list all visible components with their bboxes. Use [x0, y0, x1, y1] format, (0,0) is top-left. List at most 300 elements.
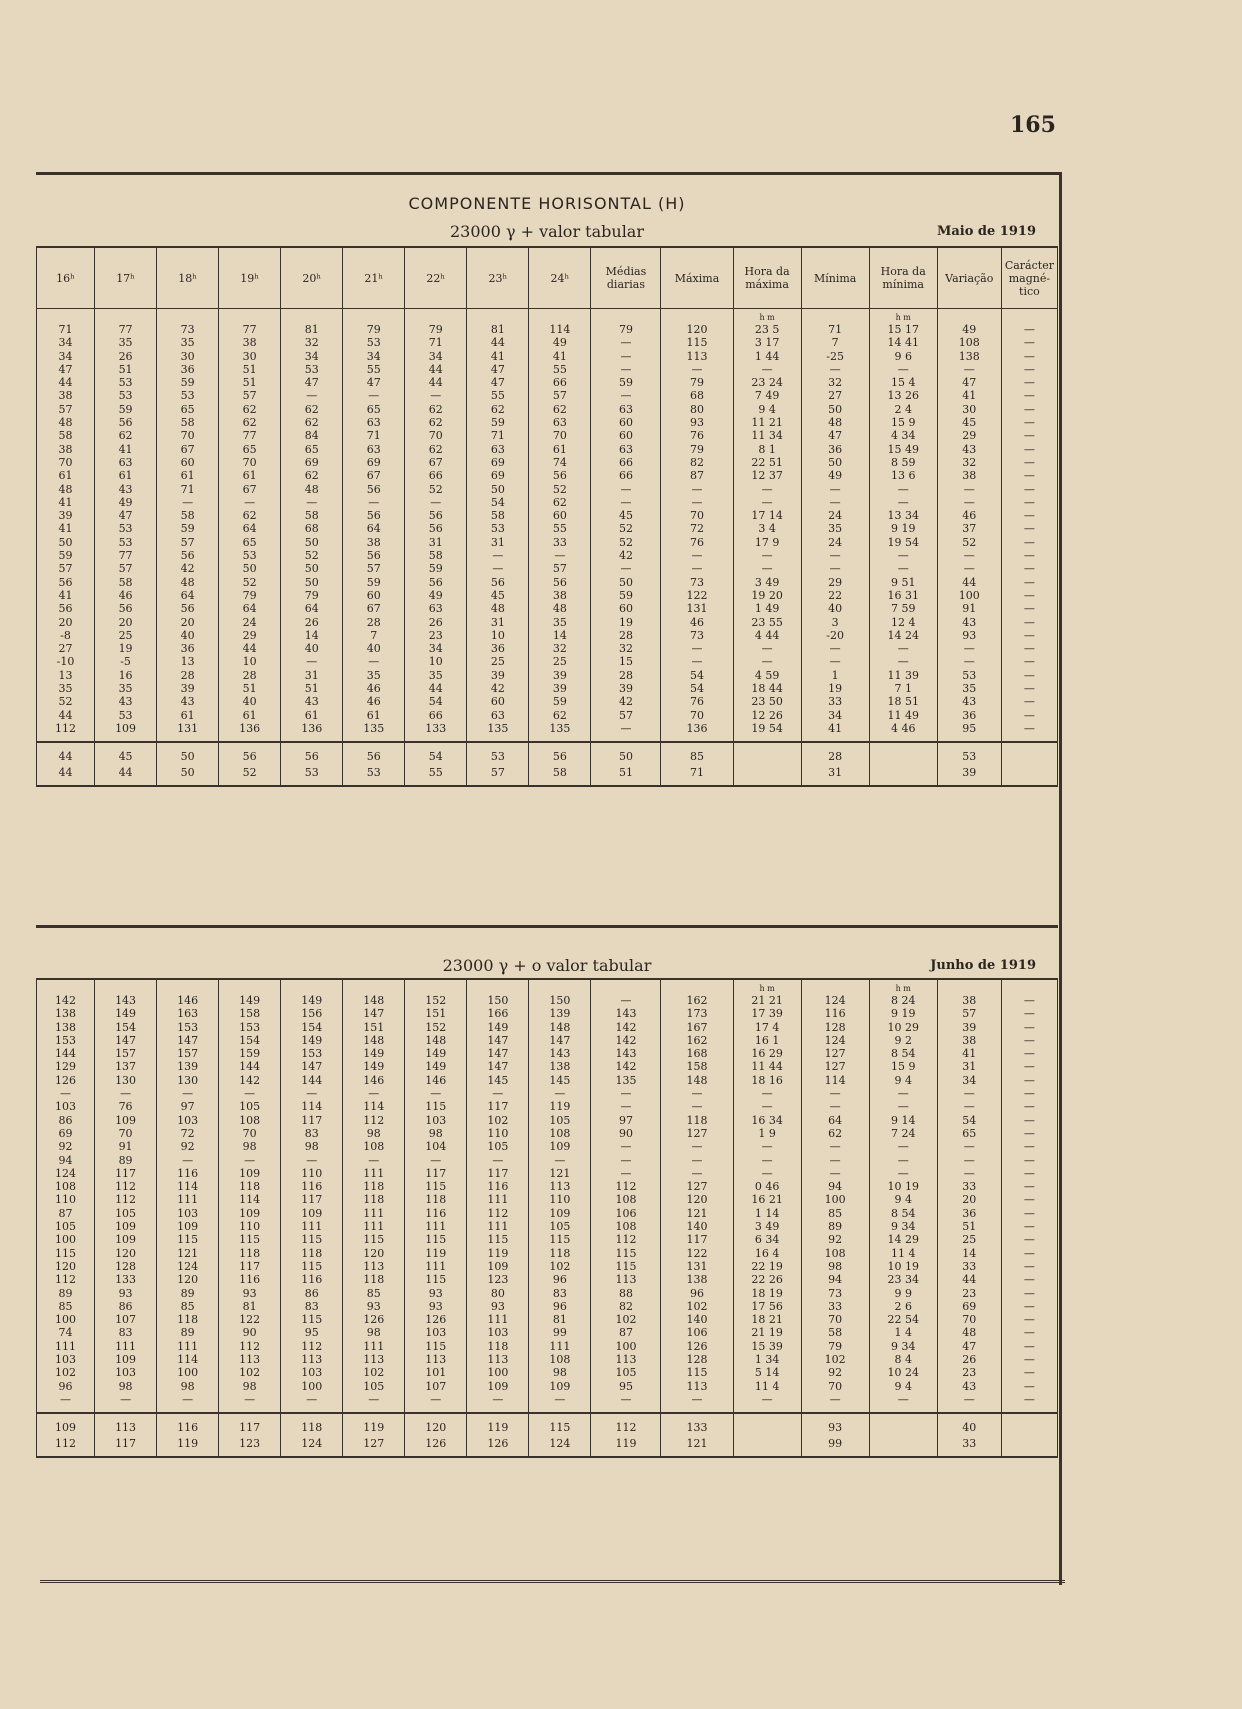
table-cell: —: [343, 389, 405, 402]
table-cell: 63: [467, 443, 529, 456]
table-cell: 80: [467, 1287, 529, 1300]
table-cell: 15 39: [733, 1340, 801, 1353]
table-cell: 73: [801, 1287, 869, 1300]
table-cell: 34: [37, 336, 95, 349]
table-month: Junho de 1919: [930, 958, 1036, 973]
table-cell: 69: [467, 456, 529, 469]
table-cell: —: [1001, 1021, 1057, 1034]
table-cell: 140: [661, 1220, 733, 1233]
table-cell: —: [733, 1167, 801, 1180]
table-cell: 50: [37, 536, 95, 549]
table-cell: 16 21: [733, 1193, 801, 1206]
table-cell: —: [591, 363, 661, 376]
table-cell: 38: [937, 1034, 1001, 1047]
table-cell: 85: [157, 1300, 219, 1313]
table-cell: 41: [467, 350, 529, 363]
table-cell: 42: [467, 682, 529, 695]
table-cell: 106: [591, 1207, 661, 1220]
table-cell: 58: [281, 509, 343, 522]
table-cell: 47: [467, 376, 529, 389]
table-cell: 11 49: [869, 709, 937, 722]
average-cell: 116: [157, 1413, 219, 1436]
table-cell: —: [405, 389, 467, 402]
table-cell: 111: [467, 1220, 529, 1233]
table-cell: 79: [661, 376, 733, 389]
table-cell: 36: [937, 709, 1001, 722]
table-cell: 11 4: [869, 1247, 937, 1260]
average-cell: 51: [591, 765, 661, 786]
table-cell: 66: [591, 469, 661, 482]
table-cell: 44: [219, 642, 281, 655]
table-cell: 33: [937, 1180, 1001, 1193]
table-cell: 113: [281, 1353, 343, 1366]
unit-cell: [405, 979, 467, 994]
table-cell: —: [801, 655, 869, 668]
table-cell: 12 26: [733, 709, 801, 722]
table-cell: 66: [405, 709, 467, 722]
table-cell: 129: [37, 1060, 95, 1073]
table-cell: —: [1001, 1087, 1057, 1100]
table-cell: 52: [219, 576, 281, 589]
table-cell: 1 4: [869, 1326, 937, 1339]
table-cell: —: [1001, 403, 1057, 416]
table-cell: 39: [157, 682, 219, 695]
table-cell: 126: [661, 1340, 733, 1353]
table-cell: —: [343, 1393, 405, 1413]
table-cell: —: [591, 1087, 661, 1100]
column-header: 19ʰ: [219, 247, 281, 309]
table-cell: 24: [801, 536, 869, 549]
table-cell: 89: [95, 1154, 157, 1167]
table-row: [37, 1060, 1058, 1073]
table-cell: 149: [219, 994, 281, 1007]
average-cell: [733, 1436, 801, 1457]
table-cell: 116: [405, 1207, 467, 1220]
table-cell: —: [661, 496, 733, 509]
table-cell: 113: [661, 1380, 733, 1393]
average-cell: [733, 765, 801, 786]
table-cell: 50: [219, 562, 281, 575]
table-cell: 96: [37, 1380, 95, 1393]
table-subtitle: 23000 γ + o valor tabular: [442, 956, 652, 975]
table-cell: 92: [157, 1140, 219, 1153]
table-cell: —: [1001, 1260, 1057, 1273]
table-cell: 50: [801, 456, 869, 469]
table-cell: 38: [219, 336, 281, 349]
table-cell: —: [281, 389, 343, 402]
table-cell: 127: [661, 1180, 733, 1193]
table-cell: 149: [405, 1047, 467, 1060]
average-cell: 50: [157, 742, 219, 765]
table-cell: 71: [37, 323, 95, 336]
table-cell: 44: [37, 376, 95, 389]
table-cell: -25: [801, 350, 869, 363]
table-cell: 130: [95, 1074, 157, 1087]
table-cell: —: [1001, 1366, 1057, 1379]
table-cell: 9 34: [869, 1220, 937, 1233]
table-cell: 11 4: [733, 1380, 801, 1393]
table-cell: 115: [405, 1180, 467, 1193]
table-cell: 39: [467, 669, 529, 682]
table-cell: 105: [467, 1140, 529, 1153]
average-row: [37, 765, 1058, 786]
table-cell: 105: [219, 1100, 281, 1113]
table-cell: —: [869, 642, 937, 655]
table-cell: —: [1001, 1074, 1057, 1087]
table-cell: 14: [937, 1247, 1001, 1260]
table-cell: 59: [591, 376, 661, 389]
table-cell: 131: [157, 722, 219, 742]
table-cell: 89: [801, 1220, 869, 1233]
table-cell: 67: [405, 456, 467, 469]
table-cell: 115: [405, 1273, 467, 1286]
table-cell: 55: [467, 389, 529, 402]
table-cell: 39: [937, 1021, 1001, 1034]
table-row: [37, 429, 1058, 442]
table-cell: —: [937, 363, 1001, 376]
table-cell: 8 1: [733, 443, 801, 456]
table-cell: 13 26: [869, 389, 937, 402]
average-cell: 93: [801, 1413, 869, 1436]
table-cell: 18 16: [733, 1074, 801, 1087]
table-row: [37, 1313, 1058, 1326]
unit-cell: [37, 979, 95, 994]
table-cell: 154: [219, 1034, 281, 1047]
table-cell: —: [733, 1087, 801, 1100]
table-cell: 107: [405, 1380, 467, 1393]
table-cell: 64: [219, 602, 281, 615]
table-cell: 98: [343, 1127, 405, 1140]
table-cell: 61: [529, 443, 591, 456]
table-cell: 112: [219, 1340, 281, 1353]
table-cell: —: [801, 1393, 869, 1413]
table-cell: 19 20: [733, 589, 801, 602]
table-cell: 60: [591, 416, 661, 429]
table-cell: —: [529, 1393, 591, 1413]
table-cell: 31: [467, 616, 529, 629]
table-cell: 66: [529, 376, 591, 389]
table-cell: 76: [661, 429, 733, 442]
table-cell: 45: [467, 589, 529, 602]
table-cell: 94: [801, 1180, 869, 1193]
table-cell: 46: [937, 509, 1001, 522]
table-cell: 63: [95, 456, 157, 469]
table-cell: 47: [937, 376, 1001, 389]
table-row: [37, 1380, 1058, 1393]
table-cell: 46: [343, 695, 405, 708]
table-cell: 105: [343, 1380, 405, 1393]
table-cell: 34: [281, 350, 343, 363]
table-cell: 57: [591, 709, 661, 722]
table-cell: 53: [343, 336, 405, 349]
average-cell: 124: [281, 1436, 343, 1457]
table-cell: 149: [95, 1007, 157, 1020]
table-cell: —: [733, 363, 801, 376]
table-cell: 79: [801, 1340, 869, 1353]
table-cell: 70: [801, 1313, 869, 1326]
average-cell: 126: [405, 1436, 467, 1457]
table-cell: 108: [37, 1180, 95, 1193]
table-cell: 57: [529, 562, 591, 575]
table-cell: 70: [157, 429, 219, 442]
table-cell: —: [467, 562, 529, 575]
table-cell: 23: [937, 1287, 1001, 1300]
table-cell: 32: [937, 456, 1001, 469]
table-cell: 74: [37, 1326, 95, 1339]
table-cell: 114: [219, 1193, 281, 1206]
table-cell: 38: [343, 536, 405, 549]
table-cell: 119: [467, 1247, 529, 1260]
table-cell: 11 44: [733, 1060, 801, 1073]
table-cell: —: [1001, 522, 1057, 535]
table-cell: 6 34: [733, 1233, 801, 1246]
table-may: [36, 192, 1058, 787]
table-cell: 58: [405, 549, 467, 562]
table-cell: 100: [801, 1193, 869, 1206]
table-cell: 1: [801, 669, 869, 682]
table-cell: 72: [661, 522, 733, 535]
table-cell: 114: [157, 1180, 219, 1193]
table-cell: 53: [937, 669, 1001, 682]
unit-cell: h m: [869, 309, 937, 324]
table-cell: 79: [661, 443, 733, 456]
table-cell: 91: [95, 1140, 157, 1153]
table-cell: 113: [405, 1353, 467, 1366]
table-cell: 126: [405, 1313, 467, 1326]
table-cell: 45: [591, 509, 661, 522]
average-cell: 99: [801, 1436, 869, 1457]
table-cell: 8 54: [869, 1207, 937, 1220]
table-cell: 63: [529, 416, 591, 429]
table-cell: —: [1001, 1326, 1057, 1339]
table-cell: 23: [405, 629, 467, 642]
table-cell: 12 37: [733, 469, 801, 482]
table-row: [37, 655, 1058, 668]
table-cell: 149: [343, 1047, 405, 1060]
table-cell: —: [405, 496, 467, 509]
table-cell: 59: [467, 416, 529, 429]
table-cell: 114: [343, 1100, 405, 1113]
table-cell: —: [1001, 576, 1057, 589]
table-cell: 70: [405, 429, 467, 442]
table-cell: 73: [661, 629, 733, 642]
table-cell: 109: [157, 1220, 219, 1233]
table-cell: 0 46: [733, 1180, 801, 1193]
table-cell: 32: [281, 336, 343, 349]
table-cell: 112: [95, 1180, 157, 1193]
table-cell: 42: [157, 562, 219, 575]
table-cell: 102: [343, 1366, 405, 1379]
unit-cell: [405, 309, 467, 324]
table-row: [37, 602, 1058, 615]
table-cell: 98: [281, 1140, 343, 1153]
average-cell: 118: [281, 1413, 343, 1436]
table-cell: 149: [343, 1060, 405, 1073]
table-cell: 35: [529, 616, 591, 629]
table-cell: 113: [529, 1180, 591, 1193]
table-cell: 56: [467, 576, 529, 589]
table-row: [37, 1193, 1058, 1206]
table-cell: 57: [95, 562, 157, 575]
average-cell: 28: [801, 742, 869, 765]
table-cell: —: [937, 1393, 1001, 1413]
table-cell: 99: [529, 1326, 591, 1339]
table-cell: —: [405, 1087, 467, 1100]
table-cell: 15 49: [869, 443, 937, 456]
table-cell: 51: [219, 363, 281, 376]
table-row: [37, 722, 1058, 742]
table-row: [37, 1074, 1058, 1087]
table-cell: 120: [661, 323, 733, 336]
table-cell: 39: [529, 682, 591, 695]
table-cell: 154: [95, 1021, 157, 1034]
table-cell: 53: [95, 522, 157, 535]
table-cell: —: [343, 496, 405, 509]
table-cell: —: [157, 1393, 219, 1413]
table-cell: 109: [95, 722, 157, 742]
table-cell: 54: [467, 496, 529, 509]
table-cell: 5 14: [733, 1366, 801, 1379]
table-cell: 115: [529, 1233, 591, 1246]
table-cell: 29: [219, 629, 281, 642]
table-cell: 63: [591, 403, 661, 416]
table-cell: 124: [157, 1260, 219, 1273]
table-cell: 138: [937, 350, 1001, 363]
average-cell: 121: [661, 1436, 733, 1457]
table-cell: —: [661, 549, 733, 562]
table-cell: 14: [281, 629, 343, 642]
table-cell: 34: [405, 350, 467, 363]
table-cell: 8 59: [869, 456, 937, 469]
table-cell: —: [937, 1140, 1001, 1153]
table-row: [37, 1353, 1058, 1366]
table-row: [37, 669, 1058, 682]
average-cell: 56: [281, 742, 343, 765]
table-cell: 116: [281, 1273, 343, 1286]
table-cell: —: [801, 562, 869, 575]
table-cell: 108: [529, 1353, 591, 1366]
table-cell: 56: [529, 469, 591, 482]
table-cell: 30: [219, 350, 281, 363]
table-cell: 126: [37, 1074, 95, 1087]
table-cell: 85: [37, 1300, 95, 1313]
table-cell: 102: [801, 1353, 869, 1366]
table-cell: 56: [157, 549, 219, 562]
table-cell: 103: [157, 1207, 219, 1220]
table-cell: 25: [529, 655, 591, 668]
table-cell: 39: [37, 509, 95, 522]
table-cell: 100: [591, 1340, 661, 1353]
table-cell: 116: [801, 1007, 869, 1020]
table-cell: 19 54: [869, 536, 937, 549]
table-cell: —: [661, 1393, 733, 1413]
table-cell: 118: [467, 1340, 529, 1353]
table-row: [37, 1154, 1058, 1167]
table-cell: 41: [37, 496, 95, 509]
table-cell: —: [219, 1393, 281, 1413]
average-cell: 54: [405, 742, 467, 765]
table-cell: —: [281, 1154, 343, 1167]
table-cell: 103: [405, 1114, 467, 1127]
unit-row: [37, 309, 1058, 324]
table-cell: 15 17: [869, 323, 937, 336]
table-cell: —: [801, 1140, 869, 1153]
table-cell: 38: [37, 389, 95, 402]
table-cell: 115: [37, 1247, 95, 1260]
table-cell: 43: [937, 616, 1001, 629]
column-header: 18ʰ: [157, 247, 219, 309]
table-cell: 52: [405, 483, 467, 496]
table-cell: —: [219, 1087, 281, 1100]
column-header: 21ʰ: [343, 247, 405, 309]
table-cell: 9 19: [869, 522, 937, 535]
table-cell: 110: [529, 1193, 591, 1206]
table-cell: 25: [937, 1233, 1001, 1246]
table-cell: 70: [95, 1127, 157, 1140]
table-cell: 62: [405, 403, 467, 416]
table-cell: 109: [467, 1380, 529, 1393]
table-cell: 17 56: [733, 1300, 801, 1313]
table-cell: 110: [281, 1167, 343, 1180]
frame-bottom-rule: [40, 1580, 1065, 1587]
table-cell: —: [801, 642, 869, 655]
table-cell: —: [1001, 722, 1057, 742]
table-cell: 117: [281, 1193, 343, 1206]
table-cell: 57: [529, 389, 591, 402]
column-header: Hora da máxima: [733, 247, 801, 309]
table-cell: 34: [801, 709, 869, 722]
page-number: 165: [1010, 112, 1056, 138]
table-cell: 109: [467, 1260, 529, 1273]
table-cell: —: [1001, 1154, 1057, 1167]
table-cell: 108: [529, 1127, 591, 1140]
table-cell: 147: [281, 1060, 343, 1073]
table-cell: —: [937, 562, 1001, 575]
table-cell: 93: [343, 1300, 405, 1313]
table-row: [37, 629, 1058, 642]
table-cell: 63: [343, 416, 405, 429]
table-cell: 147: [157, 1034, 219, 1047]
table-cell: —: [733, 1393, 801, 1413]
table-cell: —: [37, 1393, 95, 1413]
table-cell: 64: [157, 589, 219, 602]
table-cell: 32: [529, 642, 591, 655]
table-cell: 28: [219, 669, 281, 682]
table-cell: —: [801, 1167, 869, 1180]
table-cell: 67: [157, 443, 219, 456]
table-cell: 148: [661, 1074, 733, 1087]
table-cell: —: [937, 483, 1001, 496]
table-cell: 105: [591, 1366, 661, 1379]
table-cell: 98: [95, 1380, 157, 1393]
table-cell: 16: [95, 669, 157, 682]
table-cell: 44: [37, 709, 95, 722]
table-cell: 45: [937, 416, 1001, 429]
table-cell: 112: [591, 1233, 661, 1246]
table-cell: 60: [343, 589, 405, 602]
table-cell: 43: [937, 443, 1001, 456]
table-cell: 14 24: [869, 629, 937, 642]
table-cell: 156: [281, 1007, 343, 1020]
table-cell: 39: [529, 669, 591, 682]
table-cell: 53: [95, 389, 157, 402]
table-cell: —: [529, 549, 591, 562]
table-cell: 89: [37, 1287, 95, 1300]
table-cell: 93: [219, 1287, 281, 1300]
table-cell: 23: [937, 1366, 1001, 1379]
table-cell: —: [801, 1154, 869, 1167]
table-cell: —: [1001, 1100, 1057, 1113]
